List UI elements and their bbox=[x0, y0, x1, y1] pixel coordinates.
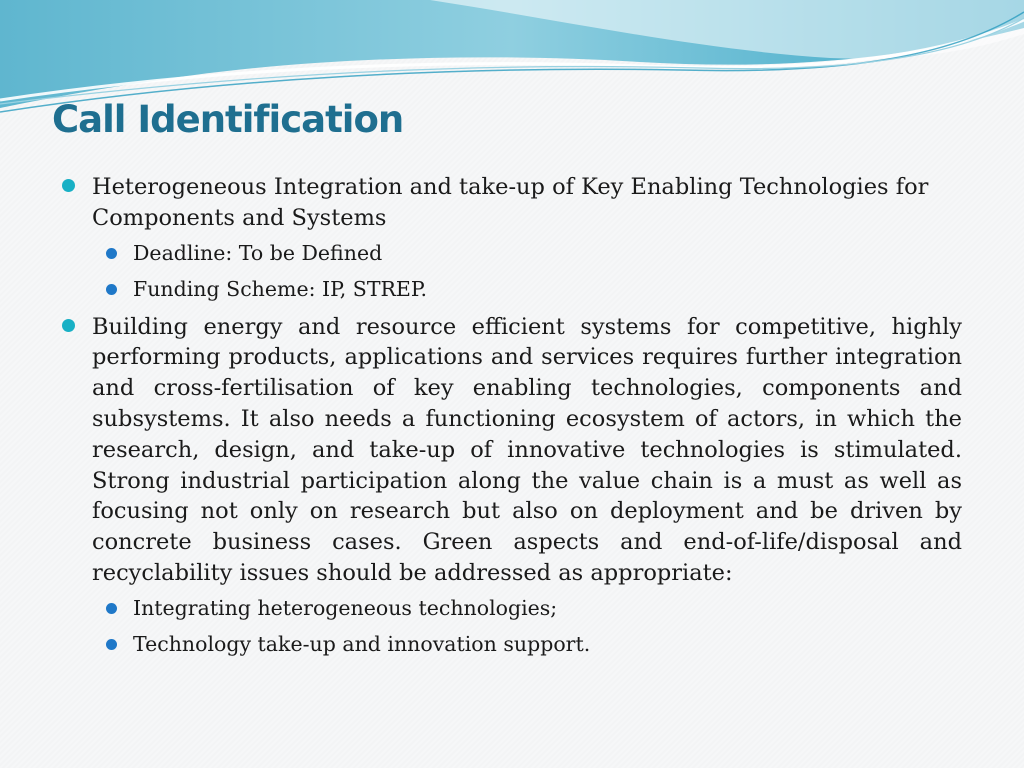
sub-bullet-text: Deadline: To be Defined bbox=[133, 240, 383, 265]
slide-title: Call Identification bbox=[52, 98, 404, 141]
bullet-item bbox=[60, 172, 962, 234]
sub-bullet-text: Technology take-up and innovation support. bbox=[133, 631, 591, 656]
sub-bullet-item bbox=[60, 240, 962, 266]
bullet-item bbox=[60, 312, 962, 589]
bullet-icon bbox=[62, 319, 75, 332]
sub-bullet-icon bbox=[106, 284, 117, 295]
slide-content bbox=[60, 172, 962, 667]
bullet-icon bbox=[62, 179, 75, 192]
bullet-text: Heterogeneous Integration and take-up of Key Enabling Technologies for Components and Systems bbox=[92, 174, 929, 231]
bullet-text: Building energy and resource efficient systems for competitive, highly performing products, applications and services requires further integration and cross-fertilisation of key enabling technologies, components and subsystems. It also needs a functioning ecosystem of actors, in which the research, design, and take-up of innovative technologies is stimulated. Strong industrial participation along the value chain is a must as well as focusing not only on research but also on deployment and be driven by concrete business cases. Green aspects and end-of-life/disposal and recyclability issues should be addressed as appropriate: bbox=[92, 313, 962, 586]
sub-bullet-icon bbox=[106, 603, 117, 614]
sub-bullet-text: Funding Scheme: IP, STREP. bbox=[133, 276, 428, 301]
sub-bullet-text: Integrating heterogeneous technologies; bbox=[133, 595, 558, 620]
sub-bullet-item bbox=[60, 276, 962, 302]
sub-bullet-item bbox=[60, 631, 962, 657]
sub-bullet-icon bbox=[106, 639, 117, 650]
sub-bullet-icon bbox=[106, 248, 117, 259]
sub-bullet-item bbox=[60, 595, 962, 621]
